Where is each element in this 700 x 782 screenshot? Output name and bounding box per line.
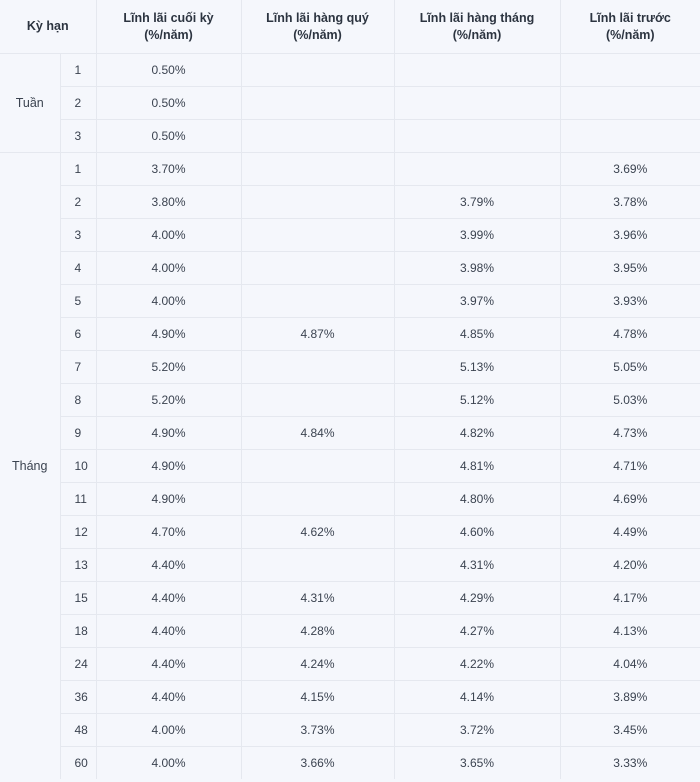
rate-quarterly xyxy=(241,153,394,186)
rate-monthly: 3.72% xyxy=(394,714,560,747)
table-row xyxy=(0,87,700,120)
rate-monthly: 4.82% xyxy=(394,417,560,450)
table-row xyxy=(0,186,700,219)
header-monthly-title: Lĩnh lãi hàng tháng xyxy=(419,10,535,25)
rate-advance: 3.33% xyxy=(613,756,648,770)
rate-end: 4.90% xyxy=(96,483,241,516)
table-row xyxy=(0,417,700,450)
rate-advance xyxy=(560,87,700,120)
rate-monthly xyxy=(394,120,560,153)
term-value: 1 xyxy=(60,153,96,186)
term-value: 15 xyxy=(60,582,96,615)
rate-end: 4.90% xyxy=(96,450,241,483)
rate-quarterly xyxy=(241,252,394,285)
rate-monthly: 4.22% xyxy=(394,648,560,681)
rate-quarterly: 4.31% xyxy=(241,582,394,615)
rate-end: 4.40% xyxy=(96,582,241,615)
rate-end: 4.70% xyxy=(96,516,241,549)
rate-end: 4.40% xyxy=(96,648,241,681)
header-in-advance-unit: (%/năm) xyxy=(605,27,655,42)
rate-quarterly xyxy=(241,285,394,318)
table-row xyxy=(0,648,700,681)
rate-advance: 3.93% xyxy=(560,285,700,318)
header-term-label: Kỳ hạn xyxy=(26,19,69,33)
term-value: 6 xyxy=(60,318,96,351)
rate-monthly: 4.85% xyxy=(394,318,560,351)
rate-quarterly xyxy=(241,219,394,252)
rate-end: 3.80% xyxy=(96,186,241,219)
rate-advance: 4.17% xyxy=(560,582,700,615)
rate-advance: 4.71% xyxy=(560,450,700,483)
term-value: 60 xyxy=(60,747,96,780)
term-value: 5 xyxy=(60,285,96,318)
rate-monthly: 5.13% xyxy=(394,351,560,384)
term-group-label: Tuần xyxy=(0,54,60,153)
table-body xyxy=(0,54,700,780)
term-value: 2 xyxy=(60,186,96,219)
header-end-of-term xyxy=(96,0,241,54)
rate-advance: 4.13% xyxy=(560,615,700,648)
table-row xyxy=(0,318,700,351)
term-value: 7 xyxy=(60,351,96,384)
rate-quarterly xyxy=(241,384,394,417)
rate-advance: 4.73% xyxy=(560,417,700,450)
rate-end: 4.00% xyxy=(96,252,241,285)
table-row xyxy=(0,351,700,384)
term-group-label: Tháng xyxy=(0,153,60,780)
rate-advance xyxy=(560,120,700,153)
term-value: 18 xyxy=(60,615,96,648)
header-end-of-term-title: Lĩnh lãi cuối kỳ xyxy=(123,10,214,25)
header-in-advance-title: Lĩnh lãi trước xyxy=(589,10,671,25)
rate-quarterly xyxy=(241,483,394,516)
rate-advance: 5.03% xyxy=(560,384,700,417)
rate-end: 0.50% xyxy=(96,54,241,87)
term-value: 1 xyxy=(60,54,96,87)
rate-monthly: 3.99% xyxy=(394,219,560,252)
rate-monthly: 3.97% xyxy=(394,285,560,318)
rate-monthly xyxy=(394,87,560,120)
term-value: 36 xyxy=(60,681,96,714)
term-value: 3 xyxy=(60,219,96,252)
rate-quarterly xyxy=(241,549,394,582)
rate-end: 0.50% xyxy=(96,120,241,153)
table-row xyxy=(0,582,700,615)
rate-end: 4.00% xyxy=(96,285,241,318)
rate-advance: 3.45% xyxy=(560,714,700,747)
term-value: 2 xyxy=(60,87,96,120)
table-row xyxy=(0,681,700,714)
rate-end: 4.40% xyxy=(96,681,241,714)
header-quarterly-title: Lĩnh lãi hàng quý xyxy=(266,10,369,25)
rate-end: 4.90% xyxy=(96,318,241,351)
rate-quarterly: 4.87% xyxy=(241,318,394,351)
rate-advance: 3.96% xyxy=(560,219,700,252)
rate-monthly: 4.60% xyxy=(394,516,560,549)
rate-monthly: 4.27% xyxy=(394,615,560,648)
rate-advance: 4.69% xyxy=(560,483,700,516)
table-row xyxy=(0,615,700,648)
header-in-advance xyxy=(560,0,700,54)
rate-quarterly xyxy=(241,87,394,120)
rate-monthly xyxy=(394,54,560,87)
rate-monthly: 4.81% xyxy=(394,450,560,483)
table-row xyxy=(0,285,700,318)
rate-quarterly xyxy=(241,351,394,384)
term-value: 12 xyxy=(60,516,96,549)
term-value: 24 xyxy=(60,648,96,681)
table-row xyxy=(0,54,700,87)
term-value: 3 xyxy=(60,120,96,153)
header-quarterly-unit: (%/năm) xyxy=(293,27,342,42)
rate-end: 4.90% xyxy=(96,417,241,450)
table-row xyxy=(0,252,700,285)
table-row xyxy=(0,516,700,549)
table-row xyxy=(0,384,700,417)
rate-quarterly xyxy=(241,186,394,219)
rate-end: 4.40% xyxy=(96,549,241,582)
rate-advance: 5.05% xyxy=(560,351,700,384)
term-value: 10 xyxy=(60,450,96,483)
header-term xyxy=(0,0,96,54)
rate-quarterly: 4.24% xyxy=(241,648,394,681)
table-row xyxy=(0,450,700,483)
table-row xyxy=(0,219,700,252)
rate-quarterly: 3.66% xyxy=(241,747,394,780)
rate-advance: 4.78% xyxy=(560,318,700,351)
rate-quarterly xyxy=(241,120,394,153)
header-quarterly xyxy=(241,0,394,54)
rate-quarterly: 4.62% xyxy=(241,516,394,549)
table-row xyxy=(0,120,700,153)
rate-end: 5.20% xyxy=(96,351,241,384)
rate-monthly: 4.29% xyxy=(394,582,560,615)
rate-quarterly: 4.28% xyxy=(241,615,394,648)
term-value: 11 xyxy=(60,483,96,516)
rate-end: 4.00% xyxy=(96,747,241,780)
rate-monthly: 3.65% xyxy=(394,747,560,780)
table-row xyxy=(0,483,700,516)
rate-monthly: 3.79% xyxy=(394,186,560,219)
rate-advance: 4.20% xyxy=(560,549,700,582)
table-header-row xyxy=(0,0,700,54)
table-row xyxy=(0,714,700,747)
rate-quarterly xyxy=(241,54,394,87)
rate-end: 3.70% xyxy=(96,153,241,186)
rate-monthly: 4.14% xyxy=(394,681,560,714)
rate-quarterly xyxy=(241,450,394,483)
term-value: 8 xyxy=(60,384,96,417)
term-value: 9 xyxy=(60,417,96,450)
rate-advance xyxy=(560,54,700,87)
rate-end: 4.00% xyxy=(96,714,241,747)
rate-quarterly: 3.73% xyxy=(241,714,394,747)
rate-end: 4.40% xyxy=(96,615,241,648)
rate-advance: 3.95% xyxy=(560,252,700,285)
header-monthly xyxy=(394,0,560,54)
rate-end: 5.20% xyxy=(96,384,241,417)
term-value: 4 xyxy=(60,252,96,285)
rate-end: 0.50% xyxy=(96,87,241,120)
rate-advance: 3.78% xyxy=(560,186,700,219)
rate-end: 4.00% xyxy=(96,219,241,252)
rate-advance: 3.69% xyxy=(560,153,700,186)
table-row xyxy=(0,747,700,780)
rate-advance: 4.04% xyxy=(560,648,700,681)
rate-monthly: 4.31% xyxy=(394,549,560,582)
table-row xyxy=(0,153,700,186)
table-row xyxy=(0,549,700,582)
rate-advance: 4.49% xyxy=(560,516,700,549)
rate-monthly: 5.12% xyxy=(394,384,560,417)
header-end-of-term-unit: (%/năm) xyxy=(144,27,193,42)
header-monthly-unit: (%/năm) xyxy=(452,27,502,42)
term-value: 13 xyxy=(60,549,96,582)
rate-quarterly: 4.84% xyxy=(241,417,394,450)
rate-advance: 3.89% xyxy=(560,681,700,714)
term-value: 48 xyxy=(60,714,96,747)
rate-monthly: 3.98% xyxy=(394,252,560,285)
rate-quarterly: 4.15% xyxy=(241,681,394,714)
rate-monthly: 4.80% xyxy=(394,483,560,516)
rate-monthly xyxy=(394,153,560,186)
